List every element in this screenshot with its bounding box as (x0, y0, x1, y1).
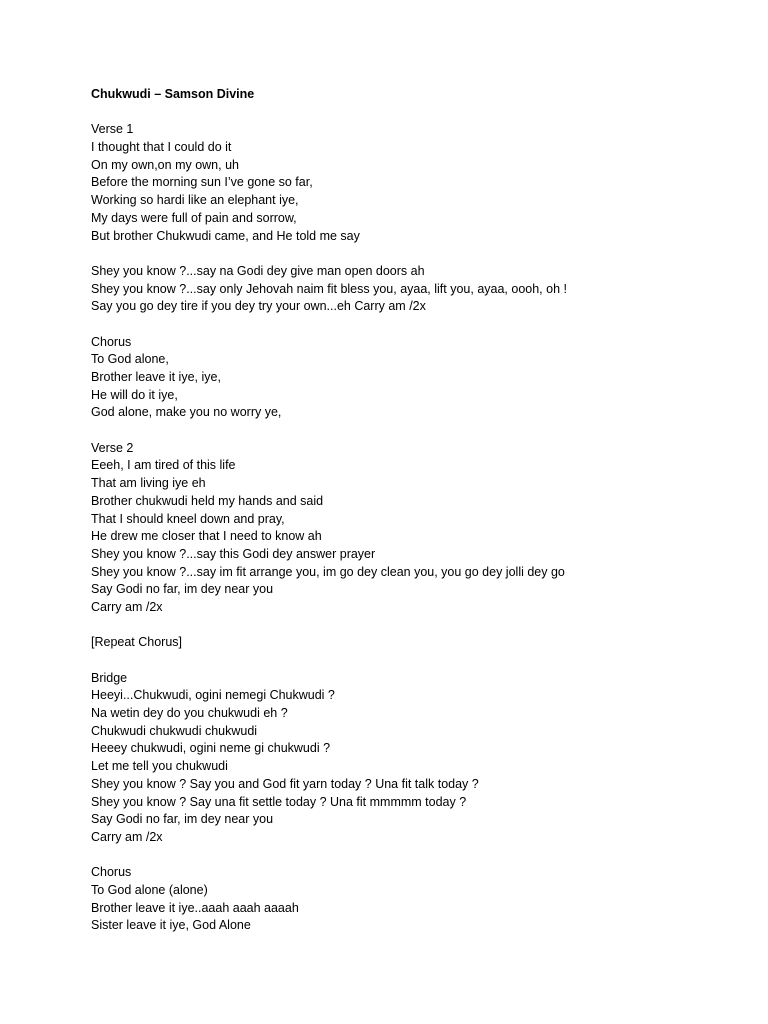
lyric-line: God alone, make you no worry ye, (91, 405, 282, 420)
section-heading-chorus: Chorus (91, 334, 132, 349)
section-heading-bridge: Bridge (91, 670, 128, 685)
lyric-line: Shey you know ?...say this Godi dey answer prayer (91, 546, 376, 561)
spacer (91, 652, 731, 670)
lyric-line: Na wetin dey do you chukwudi eh ? (91, 706, 288, 721)
lyric-line: Brother leave it iye..aaah aaah aaaah (91, 900, 299, 915)
lyric-line: He drew me closer that I need to know ah (91, 529, 322, 544)
section-heading-verse-1: Verse 1 (91, 122, 134, 137)
lyric-line: Say Godi no far, im dey near you (91, 582, 274, 597)
lyrics-body (91, 86, 731, 935)
document-title: Chukwudi – Samson Divine (91, 87, 255, 101)
lyric-line: Before the morning sun I’ve gone so far, (91, 175, 313, 190)
spacer (91, 422, 731, 440)
lyric-line: Say Godi no far, im dey near you (91, 812, 274, 827)
lyric-line: Carry am /2x (91, 599, 163, 614)
lyric-line: My days were full of pain and sorrow, (91, 210, 297, 225)
lyric-line: Say you go dey tire if you dey try your own...eh Carry am /2x (91, 299, 426, 314)
spacer (91, 245, 731, 263)
repeat-chorus-note: [Repeat Chorus] (91, 635, 183, 650)
lyric-line: Shey you know ? Say you and God fit yarn today ? Una fit talk today ? (91, 776, 479, 791)
lyric-line: Brother chukwudi held my hands and said (91, 493, 324, 508)
section-heading-verse-2: Verse 2 (91, 440, 134, 455)
lyric-line: On my own,on my own, uh (91, 157, 239, 172)
lyric-line: To God alone, (91, 352, 169, 367)
lyric-line: Sister leave it iye, God Alone (91, 918, 251, 933)
lyric-line: Working so hardi like an elephant iye, (91, 193, 299, 208)
lyric-line: Shey you know ?...say only Jehovah naim fit bless you, ayaa, lift you, ayaa, oooh, oh ! (91, 281, 567, 296)
lyric-line: Let me tell you chukwudi (91, 759, 228, 774)
spacer (91, 104, 731, 122)
lyric-line: Shey you know ? Say una fit settle today ? Una fit mmmmm today ? (91, 794, 467, 809)
lyric-line: Shey you know ?...say im fit arrange you, im go dey clean you, you go dey jolli dey go (91, 564, 565, 579)
spacer (91, 617, 731, 635)
lyric-line: Carry am /2x (91, 829, 163, 844)
lyric-line: Brother leave it iye, iye, (91, 370, 221, 384)
lyric-line: To God alone (alone) (91, 882, 208, 897)
lyric-line: Heeyi...Chukwudi, ogini nemegi Chukwudi ? (91, 688, 335, 703)
lyric-line: Heeey chukwudi, ogini neme gi chukwudi ? (91, 741, 331, 756)
lyric-line: Chukwudi chukwudi chukwudi (91, 723, 258, 738)
lyric-line: That am living iye eh (91, 476, 206, 491)
lyric-line: But brother Chukwudi came, and He told me say (91, 228, 360, 243)
lyric-line: I thought that I could do it (91, 140, 232, 155)
spacer (91, 316, 731, 334)
lyric-line: He will do it iye, (91, 387, 178, 402)
spacer (91, 847, 731, 865)
lyric-line: Eeeh, I am tired of this life (91, 458, 236, 473)
section-heading-chorus: Chorus (91, 865, 132, 880)
lyric-line: That I should kneel down and pray, (91, 511, 285, 526)
lyric-line: Shey you know ?...say na Godi dey give man open doors ah (91, 263, 425, 278)
